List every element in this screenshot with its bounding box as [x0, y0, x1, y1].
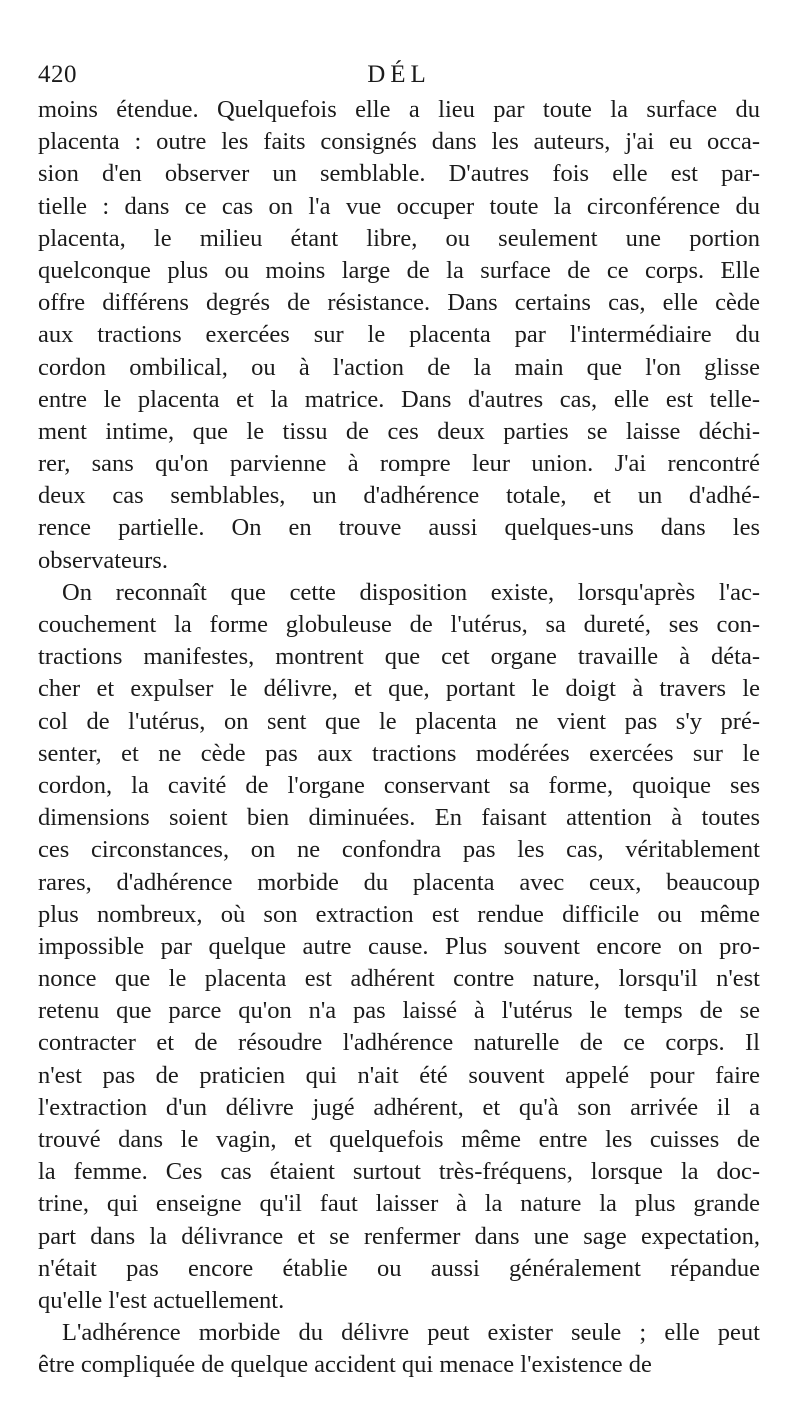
text-line: qu'elle l'est actuellement.	[38, 1286, 285, 1314]
text-line: rer, sans qu'on parvienne à rompre leur union. J'ai rencontré	[38, 450, 760, 478]
running-head	[38, 58, 760, 92]
text-line: l'extraction d'un délivre jugé adhérent, et qu'à son arrivée il a	[38, 1093, 760, 1121]
text-line: cher et expulser le délivre, et que, portant le doigt à travers le	[38, 675, 760, 703]
text-line: trine, qui enseigne qu'il faut laisser à la nature la plus grande	[38, 1190, 760, 1218]
text-line: ces circonstances, on ne confondra pas les cas, véritablement	[38, 836, 760, 864]
text-line: col de l'utérus, on sent que le placenta ne vient pas s'y pré-	[38, 707, 760, 735]
text-line: tielle : dans ce cas on l'a vue occuper toute la circonférence du	[38, 192, 760, 220]
text-line: aux tractions exercées sur le placenta par l'intermédiaire du	[38, 321, 760, 349]
text-line: offre différens degrés de résistance. Dans certains cas, elle cède	[38, 289, 760, 317]
text-line: n'était pas encore établie ou aussi généralement répandue	[38, 1254, 760, 1282]
running-title: DÉL	[367, 61, 431, 88]
text-line: rence partielle. On en trouve aussi quelques-uns dans les	[38, 514, 760, 542]
text-line: retenu que parce qu'on n'a pas laissé à l'utérus le temps de se	[38, 997, 760, 1025]
text-line: n'est pas de praticien qui n'ait été souvent appelé pour faire	[38, 1061, 760, 1089]
text-line: plus nombreux, où son extraction est rendue difficile ou même	[38, 900, 760, 928]
text-line: L'adhérence morbide du délivre peut exister seule ; elle peut	[62, 1319, 760, 1347]
page-number: 420	[38, 61, 77, 88]
text-line: couchement la forme globuleuse de l'utérus, sa dureté, ses con-	[38, 611, 760, 638]
paragraph	[38, 94, 760, 577]
text-line: senter, et ne cède pas aux tractions modérées exercées sur le	[38, 739, 760, 767]
text-line: rares, d'adhérence morbide du placenta avec ceux, beaucoup	[38, 868, 760, 896]
text-line: observateurs.	[38, 546, 168, 574]
text-line: impossible par quelque autre cause. Plus souvent encore on pro-	[38, 932, 760, 960]
text-line: deux cas semblables, un d'adhérence totale, et un d'adhé-	[38, 482, 760, 510]
text-line: placenta, le milieu étant libre, ou seulement une portion	[38, 224, 760, 252]
text-line: On reconnaît que cette disposition existe, lorsqu'après l'ac-	[62, 578, 760, 606]
text-line: être compliquée de quelque accident qui menace l'existence de	[38, 1351, 652, 1379]
text-line: quelconque plus ou moins large de la surface de ce corps. Elle	[38, 256, 760, 284]
text-line: sion d'en observer un semblable. D'autres fois elle est par-	[38, 160, 760, 188]
book-page	[38, 58, 760, 1382]
text-line: contracter et de résoudre l'adhérence naturelle de ce corps. Il	[38, 1029, 760, 1057]
text-line: cordon ombilical, ou à l'action de la main que l'on glisse	[38, 353, 760, 381]
paragraph	[38, 1317, 760, 1381]
text-line: nonce que le placenta est adhérent contre nature, lorsqu'il n'est	[38, 965, 760, 993]
text-line: trouvé dans le vagin, et quelquefois même entre les cuisses de	[38, 1126, 760, 1153]
text-line: placenta : outre les faits consignés dans les auteurs, j'ai eu occa-	[38, 128, 760, 156]
text-line: dimensions soient bien diminuées. En faisant attention à toutes	[38, 804, 760, 832]
text-line: moins étendue. Quelquefois elle a lieu par toute la surface du	[38, 96, 760, 123]
paragraph	[38, 577, 760, 1317]
body-text	[38, 94, 760, 1382]
text-line: cordon, la cavité de l'organe conservant sa forme, quoique ses	[38, 771, 760, 799]
text-line: la femme. Ces cas étaient surtout très-fréquens, lorsque la doc-	[38, 1158, 760, 1186]
text-line: part dans la délivrance et se renfermer dans une sage expectation,	[38, 1222, 760, 1250]
text-line: tractions manifestes, montrent que cet organe travaille à déta-	[38, 643, 760, 671]
text-line: ment intime, que le tissu de ces deux parties se laisse déchi-	[38, 417, 760, 445]
text-line: entre le placenta et la matrice. Dans d'autres cas, elle est telle-	[38, 385, 760, 413]
